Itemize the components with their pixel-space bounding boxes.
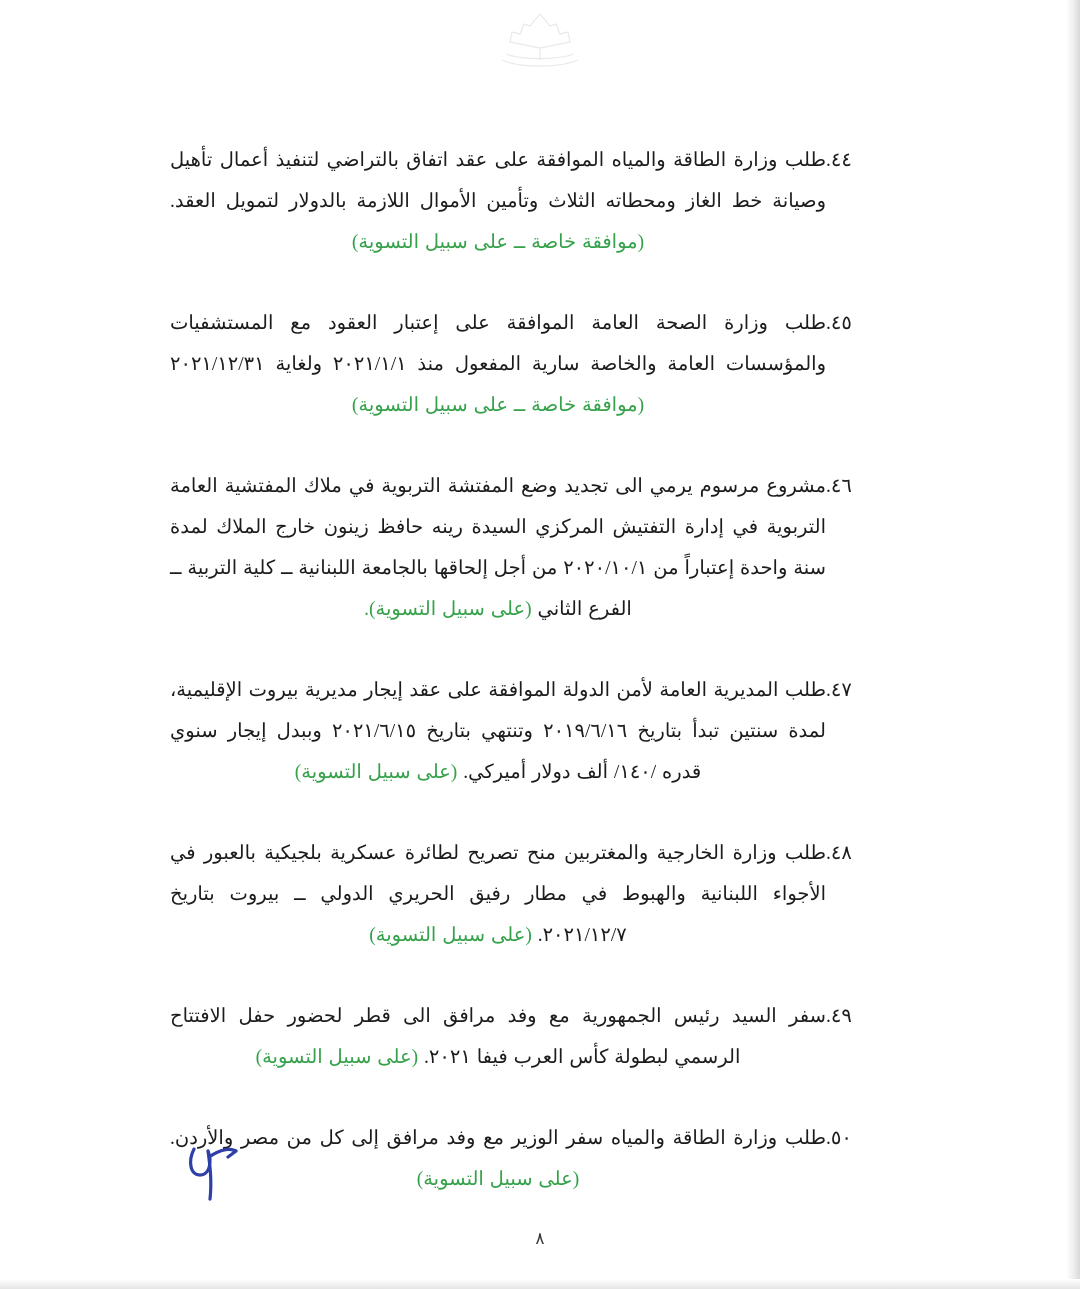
list-item xyxy=(170,1118,870,1200)
item-green-note: (موافقة خاصة ــ على سبيل التسوية) xyxy=(351,232,645,253)
item-black-text: طلب وزارة الخارجية والمغتربين منح تصريح لطائرة عسكرية بلجيكية بالعبور في الأجواء اللبنانية والهبوط في مطار رفيق الحريري الدولي ــ بيروت بتاريخ ٢٠٢١/١٢/٧. xyxy=(170,843,826,946)
item-text xyxy=(170,303,826,426)
item-number: ٤٧. xyxy=(826,680,852,701)
list-item xyxy=(170,140,870,263)
item-black-text: سفر السيد رئيس الجمهورية مع وفد مرافق الى قطر لحضور حفل الافتتاح الرسمي لبطولة كأس العرب فيفا ٢٠٢١. xyxy=(170,1006,826,1068)
item-text xyxy=(170,140,826,263)
item-number: ٤٩. xyxy=(826,1006,852,1027)
item-black-text: طلب وزارة الصحة العامة الموافقة على إعتبار العقود مع المستشفيات والمؤسسات العامة والخاصة سارية المفعول منذ ٢٠٢١/١/١ ولغاية ٢٠٢١/١٢/٣١ xyxy=(170,313,827,375)
item-green-note: (على سبيل التسوية) xyxy=(416,1169,580,1190)
item-text xyxy=(170,670,826,793)
item-text xyxy=(170,466,826,630)
item-black-text: طلب المديرية العامة لأمن الدولة الموافقة على عقد إيجار مديرية بيروت الإقليمية، لمدة سنتين تبدأ بتاريخ ٢٠١٩/٦/١٦ وتنتهي بتاريخ ٢٠٢١/٦/١٥ وببدل إيجار سنوي قدره /١٤٠/ ألف دولار أميركي. xyxy=(170,680,827,783)
decision-list xyxy=(170,140,870,1240)
item-text xyxy=(170,1118,826,1200)
item-green-note: (على سبيل التسوية) xyxy=(369,925,532,946)
cedar-emblem-icon xyxy=(480,8,600,70)
item-number: ٤٤. xyxy=(826,150,852,171)
item-green-note: (على سبيل التسوية). xyxy=(364,599,532,620)
item-black-text: مشروع مرسوم يرمي الى تجديد وضع المفتشة التربوية في ملاك المفتشية العامة التربوية في إدارة التفتيش المركزي السيدة رينه حافظ زينون خارج الملاك لمدة سنة واحدة إعتباراً من ٢٠٢٠/١٠/١ من أجل إلحاقها بالجامعة اللبنانية ــ كلية التربية ــ الفرع الثاني xyxy=(170,476,826,620)
list-item xyxy=(170,303,870,426)
item-number: ٤٦. xyxy=(826,476,852,497)
item-black-text: طلب وزارة الطاقة والمياه الموافقة على عقد اتفاق بالتراضي لتنفيذ أعمال تأهيل وصيانة خط الغاز ومحطاته الثلاث وتأمين الأموال اللازمة بالدولار لتمويل العقد. xyxy=(170,150,826,212)
list-item xyxy=(170,996,870,1078)
item-text xyxy=(170,996,826,1078)
page-number: ٨ xyxy=(535,1229,545,1248)
item-green-note: (موافقة خاصة ــ على سبيل التسوية) xyxy=(351,395,645,416)
item-number: ٤٥. xyxy=(826,313,852,334)
scan-edge-shadow-bottom xyxy=(0,1279,1080,1289)
item-text xyxy=(170,833,826,956)
item-black-text: طلب وزارة الطاقة والمياه سفر الوزير مع وفد مرافق إلى كل من مصر والأردن. xyxy=(170,1128,826,1149)
item-green-note: (على سبيل التسوية) xyxy=(255,1047,419,1068)
list-item xyxy=(170,466,870,630)
scan-edge-shadow xyxy=(1066,0,1080,1289)
item-number: ٤٨. xyxy=(826,843,852,864)
item-number: ٥٠. xyxy=(826,1128,852,1149)
list-item xyxy=(170,833,870,956)
item-green-note: (على سبيل التسوية) xyxy=(294,762,458,783)
list-item xyxy=(170,670,870,793)
